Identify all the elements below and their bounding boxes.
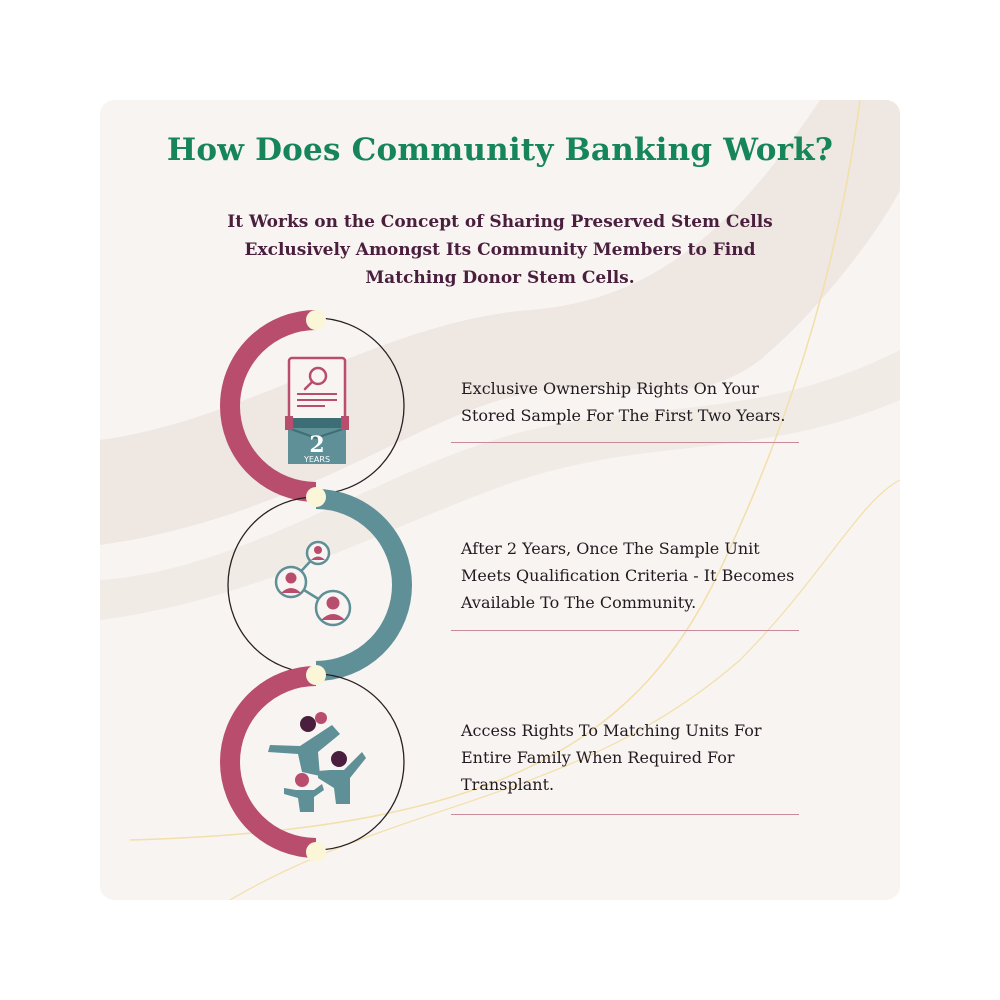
step-text-line: Exclusive Ownership Rights On Your	[461, 379, 759, 398]
badge-unit: YEARS	[303, 455, 331, 464]
timeline-node	[306, 310, 326, 330]
step-text-line: Access Rights To Matching Units For	[461, 721, 762, 740]
subtitle-line: Matching Donor Stem Cells.	[365, 268, 635, 288]
step-1-description	[461, 375, 841, 429]
calendar-search-2-years-icon	[285, 358, 349, 464]
step-text-line: Available To The Community.	[461, 593, 697, 612]
community-network-icon	[276, 542, 350, 625]
subtitle-line: Exclusively Amongst Its Community Members to Find	[244, 240, 756, 260]
family-icon	[268, 712, 366, 812]
subtitle-line: It Works on the Concept of Sharing Preserved Stem Cells	[227, 212, 773, 232]
step-3-description	[461, 717, 841, 798]
step-2-description	[461, 535, 841, 616]
badge-number: 2	[309, 432, 325, 458]
step-text-line: Stored Sample For The First Two Years.	[461, 406, 786, 425]
timeline-node	[306, 665, 326, 685]
step-text-line: Meets Qualification Criteria - It Becomes	[461, 566, 795, 585]
step-text-line: Entire Family When Required For	[461, 748, 735, 767]
page-title: How Does Community Banking Work?	[166, 132, 834, 168]
step-3-divider	[451, 814, 799, 815]
step-text-line: Transplant.	[461, 775, 555, 794]
step-1-divider	[451, 442, 799, 443]
step-text-line: After 2 Years, Once The Sample Unit	[461, 539, 760, 558]
step-2-circle	[228, 497, 404, 673]
timeline-node	[306, 842, 326, 862]
timeline-node	[306, 487, 326, 507]
step-2-divider	[451, 630, 799, 631]
